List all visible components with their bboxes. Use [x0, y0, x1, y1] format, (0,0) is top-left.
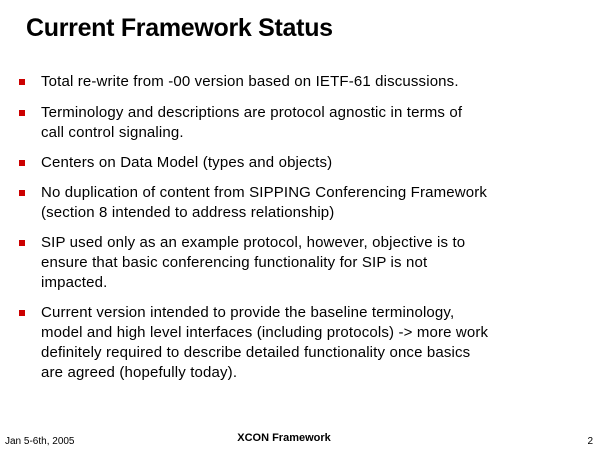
- square-bullet-icon: [19, 160, 25, 166]
- bullet-text: [41, 153, 589, 173]
- square-bullet-icon: [19, 190, 25, 196]
- bullet-line: No duplication of content from SIPPING Conferencing Framework: [41, 184, 488, 201]
- square-bullet-icon: [19, 110, 25, 116]
- slide-title: Current Framework Status: [26, 14, 333, 42]
- bullet-text: [41, 183, 589, 223]
- bullet-text: [41, 103, 589, 143]
- bullet-line: Total re-write from -00 version based on IETF-61 discussions.: [41, 73, 459, 90]
- square-bullet-icon: [19, 240, 25, 246]
- square-bullet-icon: [19, 310, 25, 316]
- bullet-line: call control signaling.: [41, 124, 184, 141]
- bullet-line: Centers on Data Model (types and objects): [41, 154, 333, 171]
- bullet-text: [41, 233, 589, 293]
- bullet-line: Terminology and descriptions are protocol agnostic in terms of: [41, 104, 463, 121]
- bullet-line: are agreed (hopefully today).: [41, 364, 238, 381]
- bullet-line: (section 8 intended to address relationship): [41, 204, 335, 221]
- bullet-line: definitely required to describe detailed functionality once basics: [41, 344, 471, 361]
- bullet-line: Current version intended to provide the baseline terminology,: [41, 304, 455, 321]
- bullet-line: model and high level interfaces (including protocols) -> more work: [41, 324, 489, 341]
- bullet-text: [41, 72, 589, 92]
- bullet-line: impacted.: [41, 274, 108, 291]
- footer-date: Jan 5-6th, 2005: [5, 436, 75, 447]
- bullet-line: ensure that basic conferencing functionality for SIP is not: [41, 254, 428, 271]
- page-number: 2: [587, 436, 593, 447]
- bullet-line: SIP used only as an example protocol, however, objective is to: [41, 234, 466, 251]
- bullet-text: [41, 303, 589, 383]
- square-bullet-icon: [19, 79, 25, 85]
- footer-title: XCON Framework: [237, 432, 331, 444]
